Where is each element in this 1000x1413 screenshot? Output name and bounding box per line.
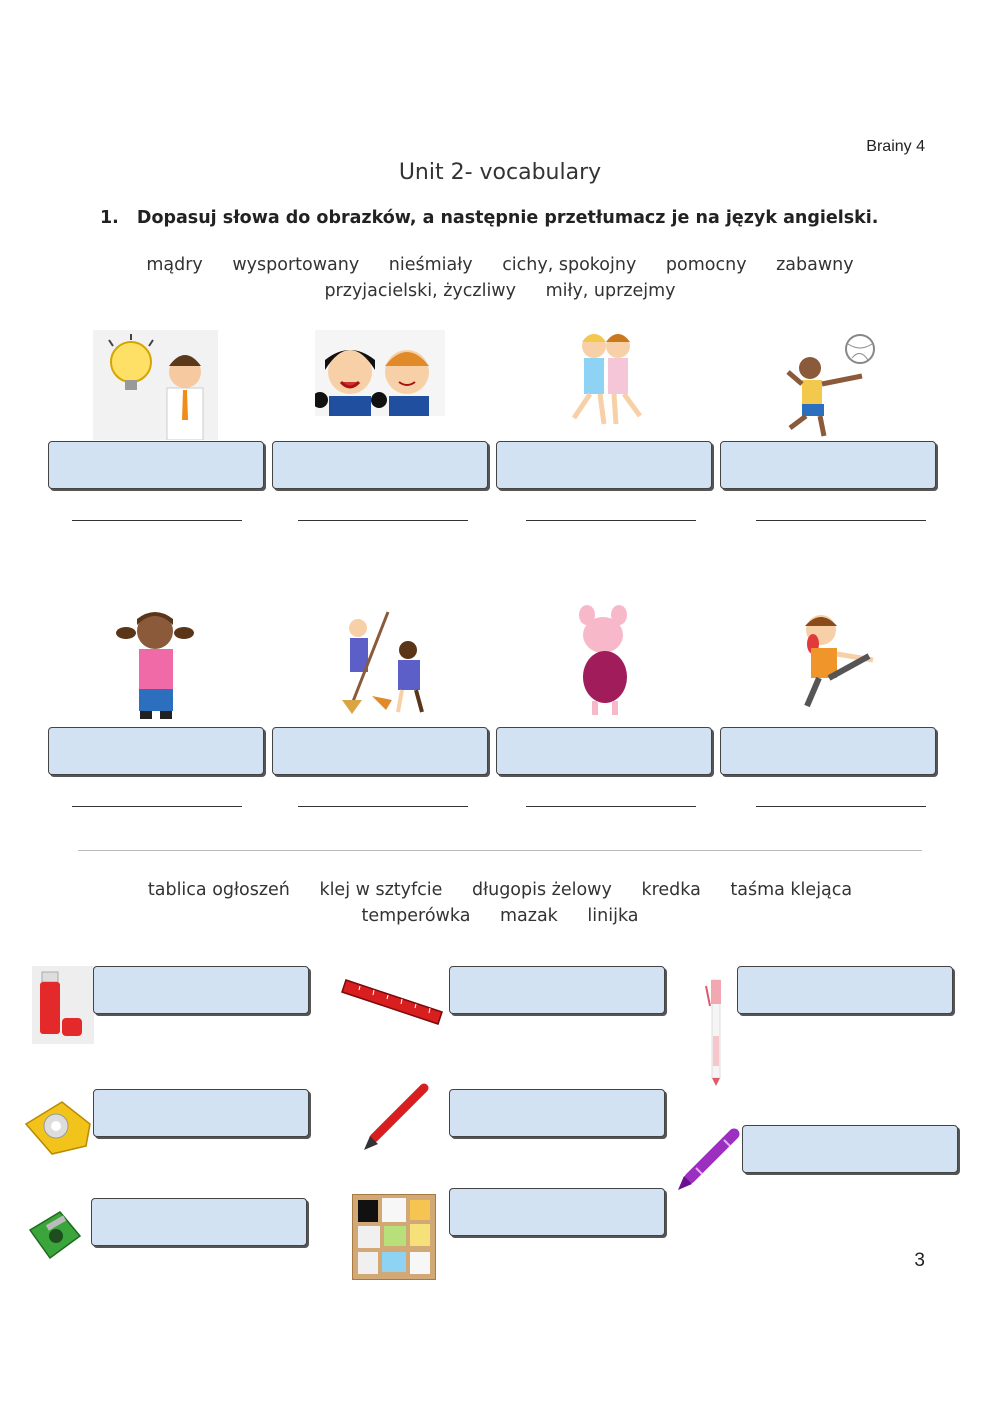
quiet-piglet-image [565,605,645,717]
pencil-sharpener-image [26,1208,82,1264]
helpful-kids-sweeping-image [328,608,438,716]
ruler-image [340,968,444,1026]
answer-drop-box[interactable] [720,441,936,489]
word-tile: linijka [587,906,639,926]
word-tile: klej w sztyfcie [319,880,443,900]
translation-line [298,520,468,521]
page-title: Unit 2- vocabulary [398,160,602,185]
shy-girl-image [112,605,198,720]
funny-boy-image [785,610,877,714]
translation-line [756,520,926,521]
answer-drop-box[interactable] [272,727,488,775]
translation-line [526,520,696,521]
word-tile: taśma klejąca [730,880,853,900]
translation-line [298,806,468,807]
exercise-number: 1. [100,208,119,228]
word-bank-school-items-row1 [100,877,900,903]
crayon-image [674,1126,742,1194]
answer-drop-box[interactable] [48,441,264,489]
hugging-girls-image [560,322,650,430]
answer-drop-box[interactable] [449,1188,665,1236]
answer-drop-box[interactable] [272,441,488,489]
translation-line [72,520,242,521]
exercise-text: Dopasuj słowa do obrazków, a następnie przetłumacz je na język angielski. [136,208,879,228]
word-tile: nieśmiały [388,255,473,275]
exercise-instruction [100,208,878,228]
word-tile: wysportowany [232,255,360,275]
friendly-kids-image [315,330,445,416]
sticky-tape-image [22,1094,94,1158]
answer-drop-box[interactable] [742,1125,958,1173]
translation-line [756,806,926,807]
word-tile: długopis żelowy [472,880,612,900]
brand-label: Brainy 4 [866,138,925,155]
page-number: 3 [914,1250,925,1271]
answer-drop-box[interactable] [496,727,712,775]
answer-drop-box[interactable] [720,727,936,775]
glue-stick-image [32,966,94,1044]
answer-drop-box[interactable] [93,966,309,1014]
word-bank-school-items-row2 [100,903,900,929]
word-tile: mądry [146,255,203,275]
word-bank-adjectives-row1 [100,252,900,278]
gel-pen-image [700,976,734,1088]
clever-boy-lightbulb-image [93,330,218,440]
word-tile: miły, uprzejmy [545,281,676,301]
answer-drop-box[interactable] [91,1198,307,1246]
answer-drop-box[interactable] [737,966,953,1014]
answer-drop-box[interactable] [496,441,712,489]
answer-drop-box[interactable] [93,1089,309,1137]
marker-image [360,1082,432,1154]
word-tile: mazak [500,906,558,926]
word-tile: kredka [641,880,701,900]
word-tile: przyjacielski, życzliwy [324,281,516,301]
word-tile: zabawny [776,255,854,275]
sporty-girl-volleyball-image [782,332,877,440]
answer-drop-box[interactable] [449,966,665,1014]
translation-line [72,806,242,807]
answer-drop-box[interactable] [449,1089,665,1137]
section-divider [78,850,922,851]
word-tile: cichy, spokojny [502,255,637,275]
word-tile: pomocny [665,255,747,275]
answer-drop-box[interactable] [48,727,264,775]
word-tile: tablica ogłoszeń [147,880,290,900]
word-bank-adjectives-row2 [100,278,900,304]
bulletin-board-image [352,1194,436,1280]
word-tile: temperówka [361,906,471,926]
translation-line [526,806,696,807]
